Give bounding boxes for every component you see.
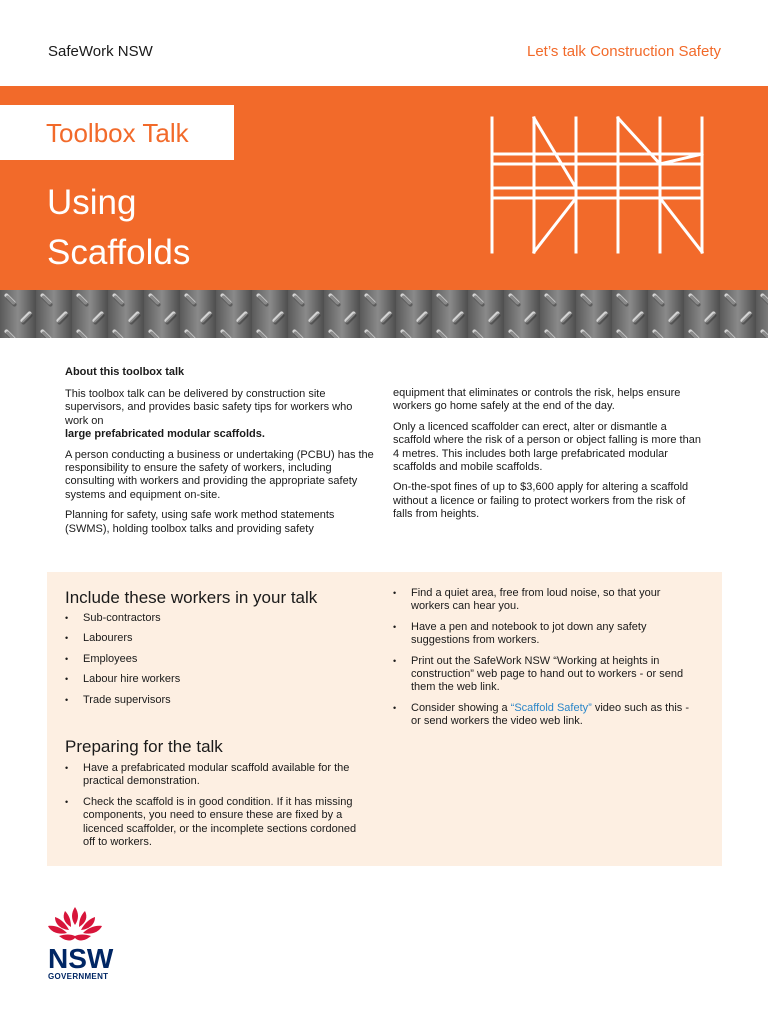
workers-heading: Include these workers in your talk	[65, 588, 318, 607]
tips-list	[393, 587, 693, 736]
page-header	[0, 0, 768, 86]
list-item: • Check the scaffold is in good condition. If it has missing components, you need to ensure these are fixed by a licenced scaffolder, or the incomplete sections cordoned off to workers.	[65, 796, 370, 850]
intro-text: This toolbox talk can be delivered by construction site supervisors, and provides basic safety tips for workers who work on	[65, 388, 353, 427]
campaign-tagline: Let’s talk Construction Safety	[527, 43, 721, 60]
video-text-post: video such as this - or send workers the video web link.	[411, 701, 690, 728]
intro-paragraph	[65, 388, 375, 442]
toolbox-label: Toolbox Talk	[46, 118, 189, 148]
fines-paragraph: On-the-spot fines of up to $3,600 apply for altering a scaffold without a licence or failing to protect workers from the risk of falls from heights.	[393, 481, 689, 521]
tread-plate-pattern	[0, 290, 768, 338]
equipment-paragraph: equipment that eliminates or controls the risk, helps ensure workers go home safely at the end of the day.	[393, 387, 681, 413]
tread-plate-texture	[0, 290, 768, 338]
list-item: • Sub-contractors	[65, 612, 365, 625]
intro-bold-text: large prefabricated modular scaffolds.	[65, 428, 265, 441]
nsw-logo-text: NSW	[48, 943, 114, 974]
list-item: • Labour hire workers	[65, 673, 365, 686]
title-line-1: Using	[47, 183, 137, 222]
title-line-2: Scaffolds	[47, 233, 191, 272]
preparing-list	[65, 762, 370, 856]
scaffold-icon	[484, 110, 714, 260]
talk-info-box	[47, 572, 722, 866]
list-item: • Find a quiet area, free from loud noise, so that your workers can hear you.	[393, 587, 693, 614]
list-item: • Have a prefabricated modular scaffold available for the practical demonstration.	[65, 762, 370, 789]
org-name: SafeWork NSW	[48, 43, 153, 60]
waratah-icon	[45, 905, 105, 945]
page-title	[47, 178, 190, 278]
video-text-pre: Consider showing a	[411, 701, 511, 714]
scaffold-safety-video-link[interactable]: “Scaffold Safety”	[510, 701, 592, 714]
list-item: • Trade supervisors	[65, 694, 365, 707]
workers-list	[65, 612, 365, 714]
hero-banner	[0, 86, 768, 290]
list-item: • Employees	[65, 653, 365, 666]
intro-column-left	[65, 388, 375, 543]
intro-heading: About this toolbox talk	[65, 366, 185, 378]
toolbox-label-box	[0, 105, 234, 160]
preparing-heading: Preparing for the talk	[65, 737, 223, 756]
list-item: • Print out the SafeWork NSW “Working at heights in construction” web page to hand out to workers - or send them the web link.	[393, 655, 693, 695]
nsw-logo-subtext: GOVERNMENT	[48, 972, 109, 981]
list-item	[393, 702, 693, 729]
planning-paragraph: Planning for safety, using safe work method statements (SWMS), holding toolbox talks and providing safety	[65, 509, 335, 535]
licence-paragraph: Only a licenced scaffolder can erect, alter or dismantle a scaffold where the risk of a person or object falling is more than 4 metres. This includes both large prefabricated modular scaffolds and mobile scaffolds.	[393, 420, 701, 474]
list-item: • Have a pen and notebook to jot down any safety suggestions from workers.	[393, 621, 693, 648]
list-item: • Labourers	[65, 632, 365, 645]
intro-column-right	[393, 387, 703, 529]
pcbu-paragraph: A person conducting a business or undertaking (PCBU) has the responsibility to ensure the safety of workers, including consulting with workers and providing the appropriate safety systems and equipment on-site.	[65, 448, 374, 501]
